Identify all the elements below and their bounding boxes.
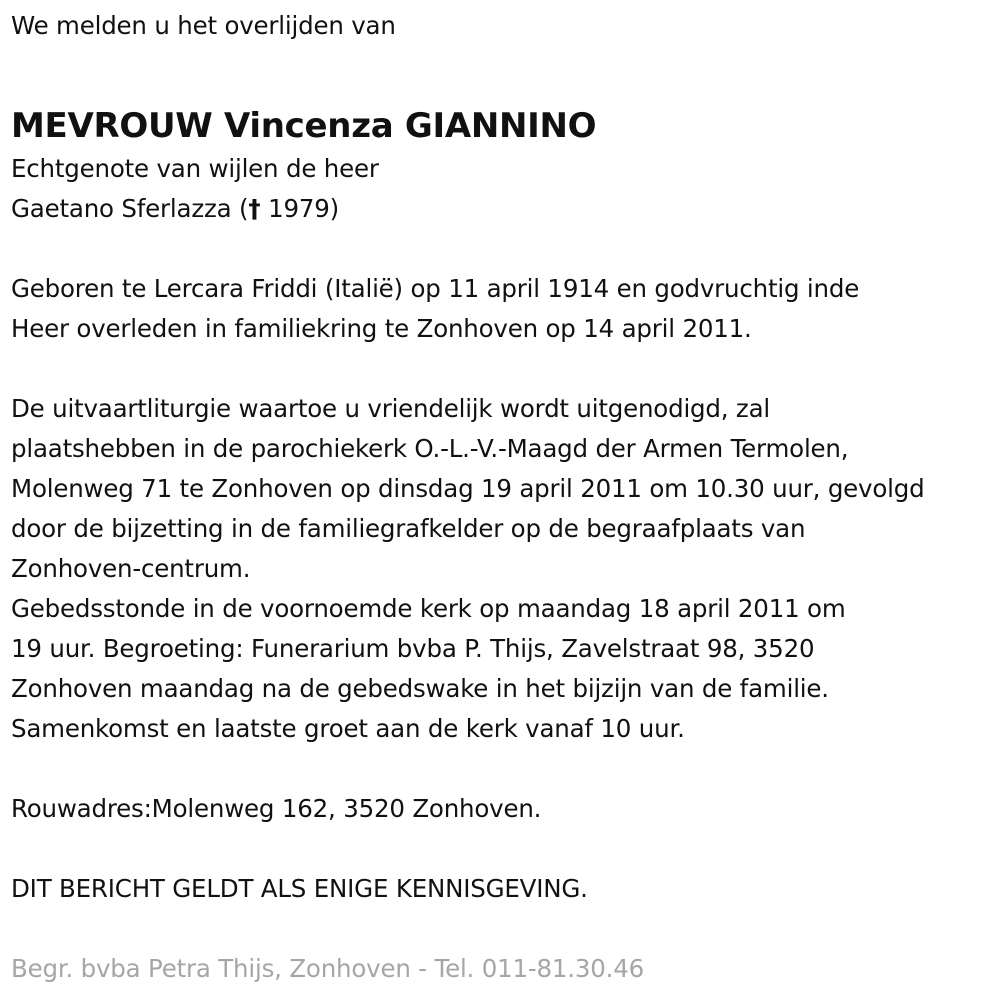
service-line: door de bijzetting in de familiegrafkelder op de begraafplaats van (11, 514, 806, 543)
deceased-name: MEVROUW Vincenza GIANNINO (11, 106, 597, 146)
spouse-line-2 (11, 189, 996, 229)
cross-icon: † (248, 194, 261, 223)
service-line: Zonhoven maandag na de gebedswake in het bijzijn van de familie. (11, 674, 829, 703)
funeral-home-footer: Begr. bvba Petra Thijs, Zonhoven - Tel. 011-81.30.46 (11, 954, 645, 983)
birth-line: Geboren te Lercara Friddi (Italië) op 11 april 1914 en godvruchtig inde (11, 274, 860, 303)
birth-line: Heer overleden in familiekring te Zonhoven op 14 april 2011. (11, 314, 752, 343)
service-line: plaatshebben in de parochiekerk O.-L.-V.-Maagd der Armen Termolen, (11, 434, 849, 463)
service-line: Gebedsstonde in de voornoemde kerk op maandag 18 april 2011 om (11, 594, 846, 623)
death-notice (11, 6, 996, 989)
spouse-death-year: 1979) (260, 194, 339, 223)
service-line: De uitvaartliturgie waartoe u vriendelijk wordt uitgenodigd, zal (11, 394, 771, 423)
service-line: 19 uur. Begroeting: Funerarium bvba P. Thijs, Zavelstraat 98, 3520 (11, 634, 815, 663)
spouse-line-1: Echtgenote van wijlen de heer (11, 154, 379, 183)
intro-text: We melden u het overlijden van (11, 11, 396, 40)
spouse-name: Gaetano Sferlazza ( (11, 194, 249, 223)
service-line: Molenweg 71 te Zonhoven op dinsdag 19 april 2011 om 10.30 uur, gevolgd (11, 474, 925, 503)
announcement: DIT BERICHT GELDT ALS ENIGE KENNISGEVING. (11, 874, 588, 903)
service-line: Samenkomst en laatste groet aan de kerk vanaf 10 uur. (11, 714, 685, 743)
mourning-address: Rouwadres:Molenweg 162, 3520 Zonhoven. (11, 794, 542, 823)
service-line: Zonhoven-centrum. (11, 554, 251, 583)
